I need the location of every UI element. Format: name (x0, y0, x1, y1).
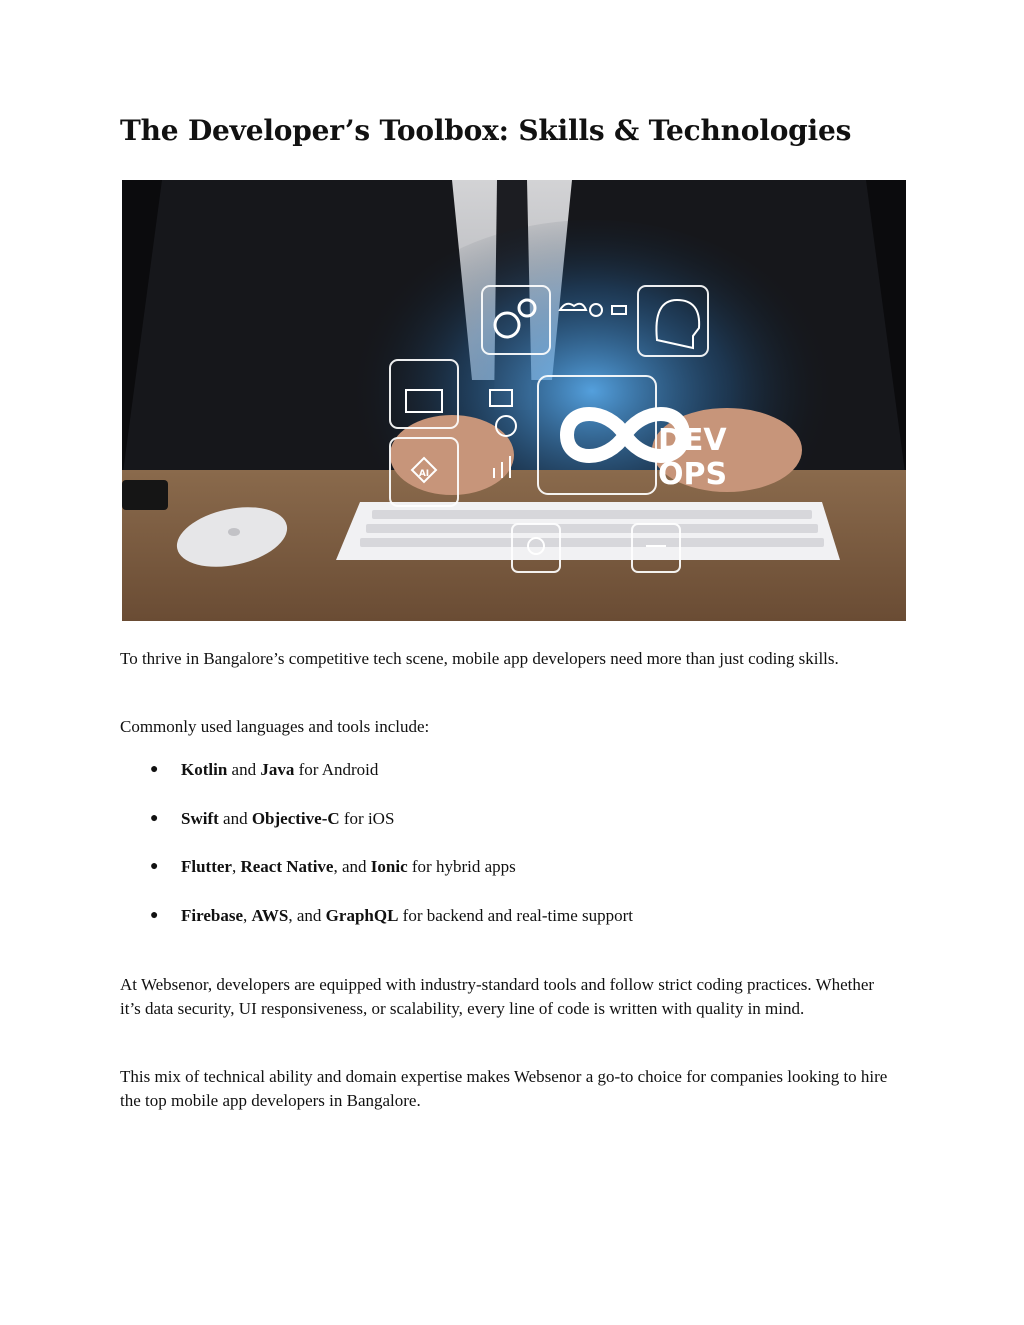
devops-illustration (122, 180, 906, 621)
list-item (150, 807, 890, 856)
page-title: The Developer’s Toolbox: Skills & Technologies (120, 114, 852, 147)
devops-word-ops: OPS (658, 457, 728, 492)
list-item-text: for hybrid apps (407, 857, 516, 876)
closing-paragraph: This mix of technical ability and domain expertise makes Websenor a go-to choice for companies looking to hire the top mobile app developers in Bangalore. (120, 1067, 888, 1110)
list-item-term: Firebase (181, 905, 244, 925)
list-item-text: and (227, 760, 261, 779)
list-item-text: , (243, 905, 252, 925)
list-item-text: for iOS (339, 808, 395, 828)
list-item-text: , and (333, 857, 371, 876)
list-item-term: GraphQL (325, 905, 399, 925)
list-item-text: , and (288, 905, 326, 925)
list-item (150, 904, 890, 953)
bullet-icon: ● (150, 859, 159, 874)
lead-paragraph: Commonly used languages and tools include: (120, 717, 430, 736)
bullet-icon: ● (150, 907, 159, 923)
list-item-term: Ionic (370, 857, 408, 876)
list-item-term: Flutter (181, 857, 232, 876)
list-item-term: Java (260, 760, 295, 779)
devops-word-dev: DEV (658, 423, 727, 458)
list-item-text: and (218, 808, 252, 828)
ai-chip-label: AI (418, 469, 430, 479)
bullet-icon: ● (150, 810, 159, 826)
list-item (150, 855, 890, 904)
list-item-text: for backend and real-time support (398, 905, 634, 925)
list-item-term: AWS (251, 905, 289, 925)
list-item (150, 758, 890, 807)
intro-paragraph: To thrive in Bangalore’s competitive tech scene, mobile app developers need more than just coding skills. (120, 649, 839, 668)
hero-image (122, 180, 906, 621)
list-item-term: Objective-C (251, 808, 340, 828)
list-item-term: Kotlin (181, 760, 228, 779)
list-item-text: for Android (294, 760, 379, 779)
websenor-paragraph: At Websenor, developers are equipped with industry-standard tools and follow strict coding practices. Whether it’s data security, UI responsiveness, or scalability, every line of code is written with quality in mind. (120, 975, 875, 1018)
tools-list (150, 758, 890, 952)
list-item-term: Swift (181, 808, 219, 828)
bullet-icon: ● (150, 762, 159, 777)
list-item-term: React Native (240, 857, 334, 876)
list-item-text: , (231, 857, 241, 876)
